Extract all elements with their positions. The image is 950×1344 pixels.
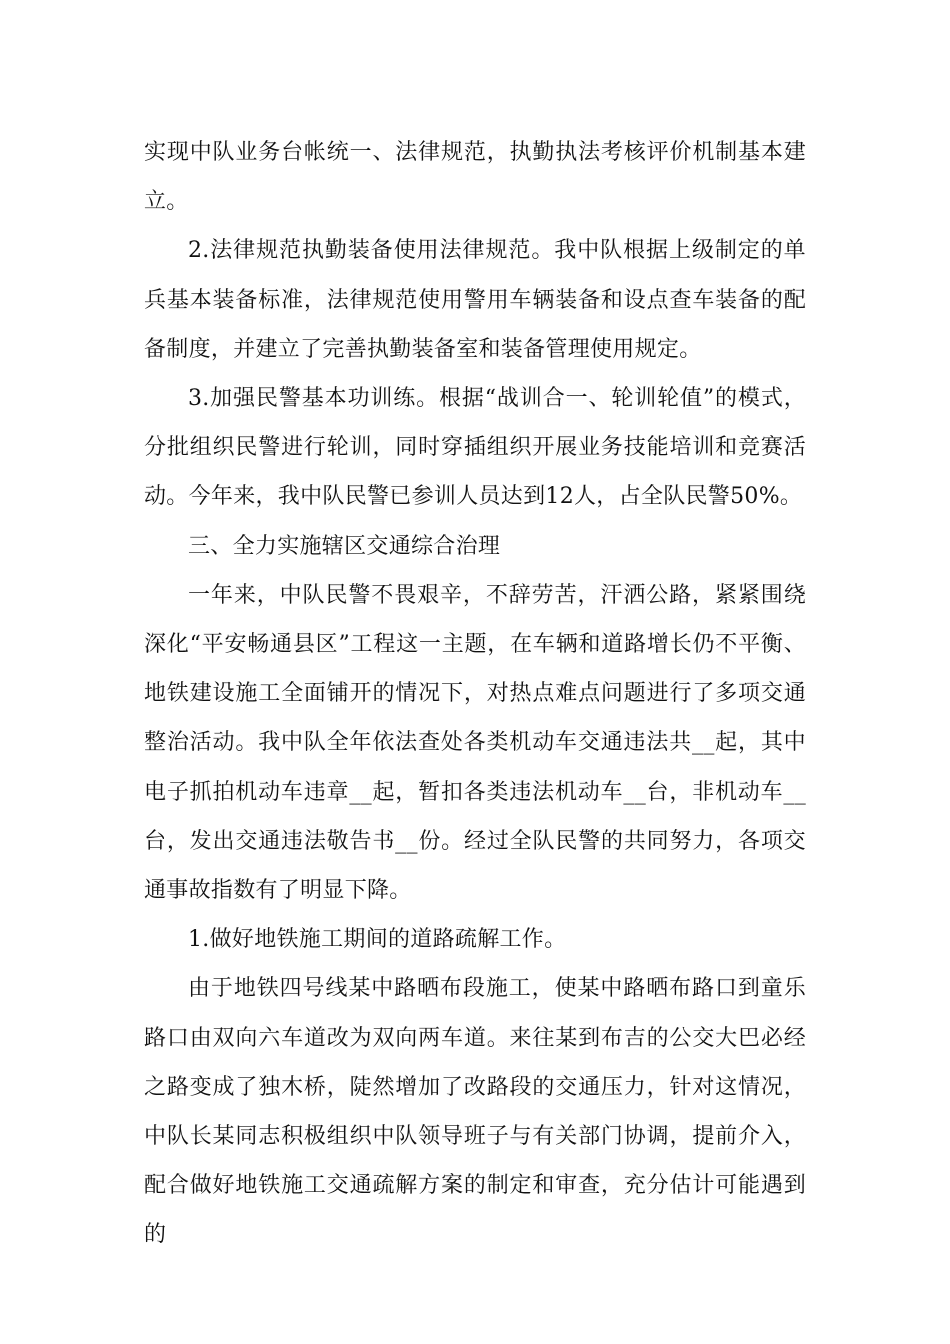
paragraph-equipment: 2.法律规范执勤装备使用法律规范。我中队根据上级制定的单兵基本装备标准，法律规范使用警用车辆装备和设点查车装备的配备制度，并建立了完善执勤装备室和装备管理使用规定。 [144,238,806,362]
subheading-metro-diversion: 1.做好地铁施工期间的道路疏解工作。 [188,927,567,953]
paragraph-year-summary: 一年来，中队民警不畏艰辛，不辞劳苦，汗洒公路，紧紧围绕深化“平安畅通县区”工程这一主题，在车辆和道路增长仍不平衡、地铁建设施工全面铺开的情况下，对热点难点问题进行了多项交通整治活动。我中队全年依法查处各类机动车交通违法共__起，其中电子抓拍机动车违章__起，暂扣各类违法机动车__台，非机动车__台，发出交通违法敬告书__份。经过全队民警的共同努力，各项交通事故指数有了明显下降。 [144,582,806,904]
paragraph-continuation: 实现中队业务台帐统一、法律规范，执勤执法考核评价机制基本建立。 [144,140,806,215]
paragraph-training: 3.加强民警基本功训练。根据“战训合一、轮训轮值”的模式，分批组织民警进行轮训，同时穿插组织开展业务技能培训和竞赛活动。今年来，我中队民警已参训人员达到12人，占全队民警50%。 [144,386,806,510]
paragraph-metro-construction: 由于地铁四号线某中路晒布段施工，使某中路晒布路口到童乐路口由双向六车道改为双向两车道。来往某到布吉的公交大巴必经之路变成了独木桥，陡然增加了改路段的交通压力，针对这情况，中队长某同志积极组织中队领导班子与有关部门协调，提前介入，配合做好地铁施工交通疏解方案的制定和审查，充分估计可能遇到的 [144,976,806,1248]
document-body [144,128,806,1260]
section-heading-traffic-governance: 三、全力实施辖区交通综合治理 [188,533,501,559]
